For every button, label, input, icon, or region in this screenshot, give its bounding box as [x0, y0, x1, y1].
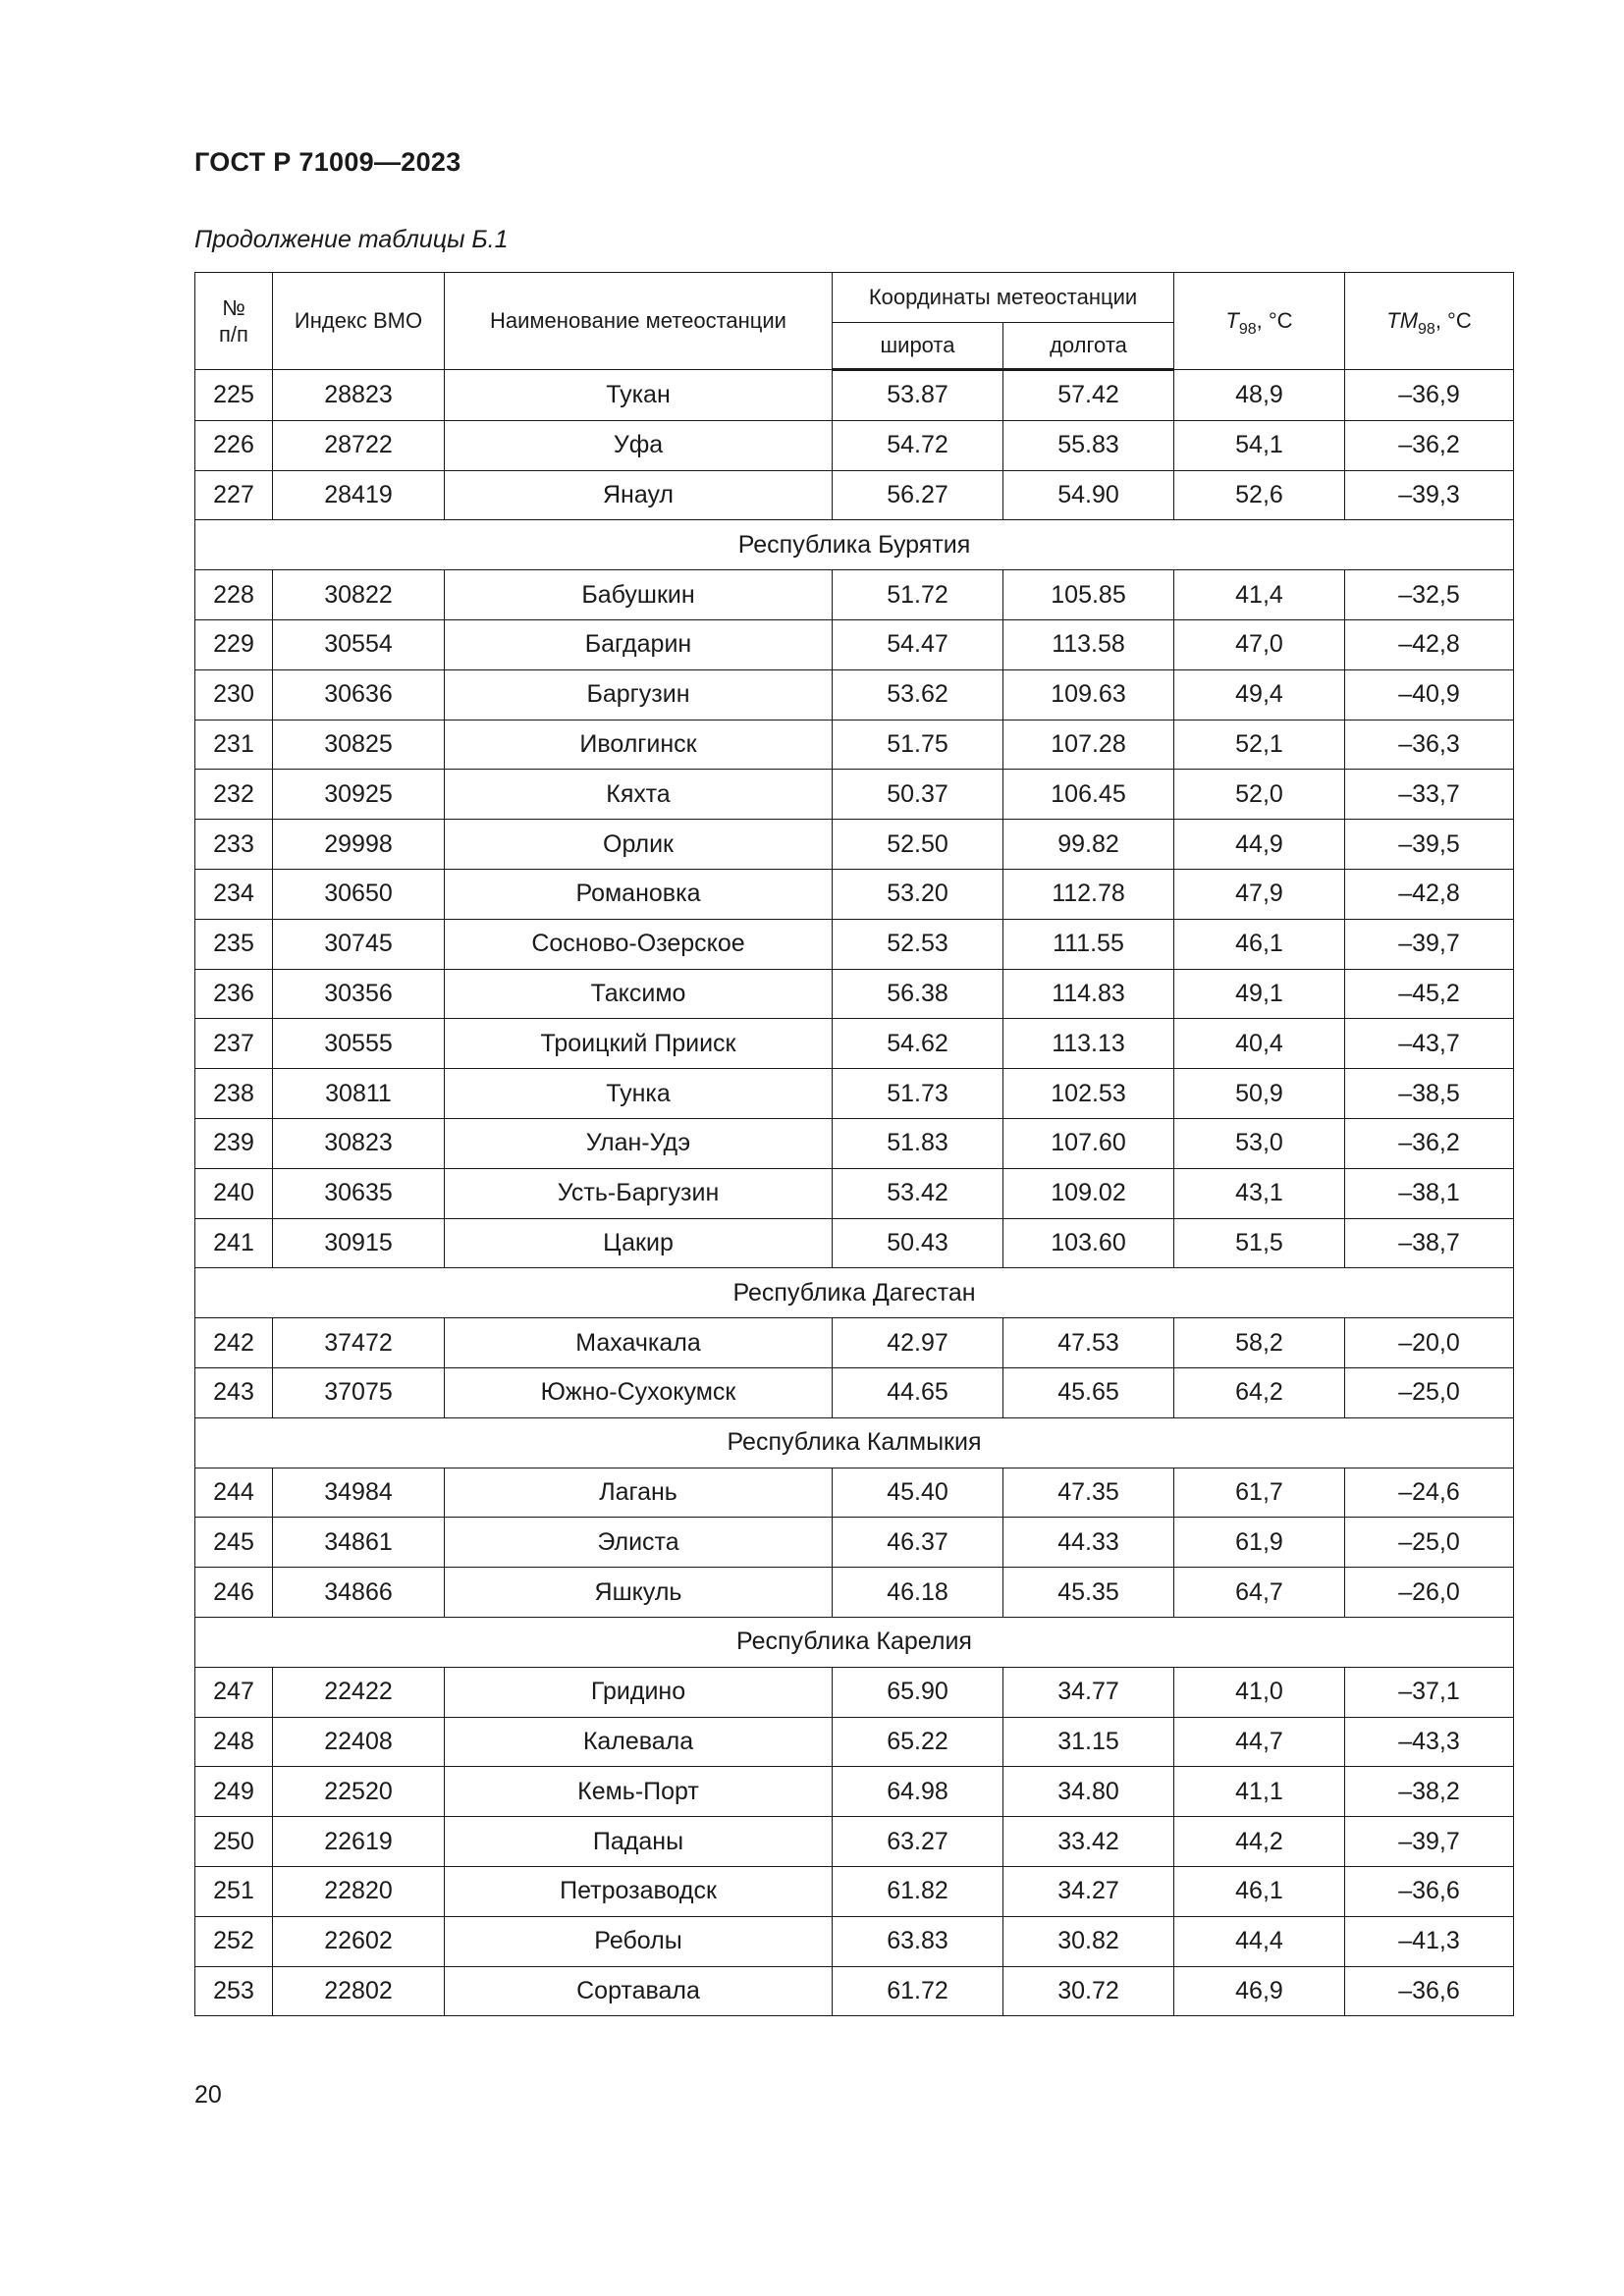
cell-lon: 103.60: [1003, 1218, 1174, 1268]
table-row: [195, 1318, 1514, 1368]
cell-t98: 64,2: [1174, 1367, 1345, 1417]
cell-tm98: –20,0: [1345, 1318, 1514, 1368]
cell-lon: 107.28: [1003, 720, 1174, 770]
cell-lon: 99.82: [1003, 820, 1174, 870]
table-row: [195, 720, 1514, 770]
cell-lon: 45.65: [1003, 1367, 1174, 1417]
cell-tm98: –36,9: [1345, 370, 1514, 421]
cell-t98: 47,9: [1174, 869, 1345, 919]
cell-name: Элиста: [445, 1518, 833, 1568]
table-row: [195, 470, 1514, 520]
cell-lon: 34.27: [1003, 1866, 1174, 1916]
cell-lat: 53.42: [833, 1168, 1003, 1218]
cell-lon: 106.45: [1003, 770, 1174, 820]
cell-wmo: 34861: [273, 1518, 445, 1568]
cell-name: Орлик: [445, 820, 833, 870]
region-row: [195, 520, 1514, 570]
cell-wmo: 30915: [273, 1218, 445, 1268]
cell-wmo: 34866: [273, 1568, 445, 1618]
table-row: [195, 1069, 1514, 1119]
cell-tm98: –25,0: [1345, 1367, 1514, 1417]
cell-name: Яшкуль: [445, 1568, 833, 1618]
cell-tm98: –25,0: [1345, 1518, 1514, 1568]
cell-name: Сортавала: [445, 1966, 833, 2016]
table-row: [195, 1568, 1514, 1618]
cell-lat: 52.50: [833, 820, 1003, 870]
cell-tm98: –39,7: [1345, 1817, 1514, 1867]
cell-lat: 63.83: [833, 1916, 1003, 1966]
cell-t98: 44,7: [1174, 1717, 1345, 1767]
cell-lat: 56.27: [833, 470, 1003, 520]
cell-lon: 45.35: [1003, 1568, 1174, 1618]
cell-t98: 52,1: [1174, 720, 1345, 770]
header-t98-unit: , °С: [1256, 308, 1293, 334]
cell-name: Тукан: [445, 370, 833, 421]
cell-wmo: 34984: [273, 1468, 445, 1518]
cell-wmo: 37075: [273, 1367, 445, 1417]
cell-num: 229: [195, 619, 273, 669]
cell-lat: 44.65: [833, 1367, 1003, 1417]
stations-table: [194, 272, 1514, 2016]
cell-num: 237: [195, 1019, 273, 1069]
cell-name: Реболы: [445, 1916, 833, 1966]
cell-lat: 53.87: [833, 370, 1003, 421]
cell-wmo: 30925: [273, 770, 445, 820]
cell-lat: 46.37: [833, 1518, 1003, 1568]
cell-tm98: –36,2: [1345, 420, 1514, 470]
cell-name: Кяхта: [445, 770, 833, 820]
cell-t98: 53,0: [1174, 1118, 1345, 1168]
cell-lat: 51.72: [833, 570, 1003, 620]
cell-lon: 55.83: [1003, 420, 1174, 470]
region-name: Республика Карелия: [195, 1617, 1514, 1667]
region-name: Республика Дагестан: [195, 1268, 1514, 1318]
cell-wmo: 28419: [273, 470, 445, 520]
cell-lon: 107.60: [1003, 1118, 1174, 1168]
table-row: [195, 1518, 1514, 1568]
table-row: [195, 420, 1514, 470]
cell-wmo: 30635: [273, 1168, 445, 1218]
cell-lon: 47.35: [1003, 1468, 1174, 1518]
table-row: [195, 1118, 1514, 1168]
cell-lat: 53.62: [833, 669, 1003, 720]
cell-lat: 53.20: [833, 869, 1003, 919]
cell-num: 251: [195, 1866, 273, 1916]
cell-tm98: –45,2: [1345, 969, 1514, 1019]
cell-wmo: 30636: [273, 669, 445, 720]
header-t98-symbol: T: [1225, 308, 1239, 334]
cell-wmo: 30650: [273, 869, 445, 919]
cell-t98: 52,0: [1174, 770, 1345, 820]
cell-num: 238: [195, 1069, 273, 1119]
header-num: [195, 273, 273, 370]
cell-name: Южно-Сухокумск: [445, 1367, 833, 1417]
cell-wmo: 22408: [273, 1717, 445, 1767]
cell-t98: 40,4: [1174, 1019, 1345, 1069]
cell-name: Бабушкин: [445, 570, 833, 620]
header-t98: [1174, 273, 1345, 370]
cell-name: Гридино: [445, 1667, 833, 1717]
cell-tm98: –38,7: [1345, 1218, 1514, 1268]
header-lon: долгота: [1003, 323, 1174, 370]
cell-lat: 54.62: [833, 1019, 1003, 1069]
table-caption: Продолжение таблицы Б.1: [194, 226, 509, 253]
cell-t98: 64,7: [1174, 1568, 1345, 1618]
cell-num: 240: [195, 1168, 273, 1218]
cell-tm98: –38,2: [1345, 1767, 1514, 1817]
cell-lat: 50.37: [833, 770, 1003, 820]
cell-name: Иволгинск: [445, 720, 833, 770]
cell-wmo: 28823: [273, 370, 445, 421]
cell-lat: 56.38: [833, 969, 1003, 1019]
cell-lon: 30.72: [1003, 1966, 1174, 2016]
cell-name: Романовка: [445, 869, 833, 919]
region-row: [195, 1617, 1514, 1667]
cell-tm98: –43,3: [1345, 1717, 1514, 1767]
cell-name: Махачкала: [445, 1318, 833, 1368]
cell-t98: 54,1: [1174, 420, 1345, 470]
cell-tm98: –36,6: [1345, 1866, 1514, 1916]
table-row: [195, 770, 1514, 820]
cell-lat: 45.40: [833, 1468, 1003, 1518]
cell-num: 227: [195, 470, 273, 520]
table-row: [195, 1218, 1514, 1268]
cell-lat: 61.82: [833, 1866, 1003, 1916]
header-wmo: Индекс ВМО: [273, 273, 445, 370]
region-row: [195, 1417, 1514, 1468]
table-row: [195, 869, 1514, 919]
cell-num: 225: [195, 370, 273, 421]
cell-num: 230: [195, 669, 273, 720]
cell-tm98: –38,1: [1345, 1168, 1514, 1218]
cell-wmo: 30554: [273, 619, 445, 669]
cell-lon: 109.63: [1003, 669, 1174, 720]
cell-tm98: –36,2: [1345, 1118, 1514, 1168]
cell-t98: 46,1: [1174, 1866, 1345, 1916]
header-tm98-symbol: TM: [1386, 308, 1419, 334]
header-num-label: № п/п: [219, 294, 248, 347]
cell-lon: 47.53: [1003, 1318, 1174, 1368]
cell-lon: 102.53: [1003, 1069, 1174, 1119]
header-tm98-subscript: 98: [1418, 321, 1435, 339]
cell-num: 253: [195, 1966, 273, 2016]
cell-tm98: –39,5: [1345, 820, 1514, 870]
cell-lat: 42.97: [833, 1318, 1003, 1368]
cell-name: Багдарин: [445, 619, 833, 669]
cell-t98: 50,9: [1174, 1069, 1345, 1119]
table-row: [195, 1168, 1514, 1218]
cell-t98: 52,6: [1174, 470, 1345, 520]
table-row: [195, 1667, 1514, 1717]
cell-lon: 30.82: [1003, 1916, 1174, 1966]
cell-lat: 65.22: [833, 1717, 1003, 1767]
cell-name: Калевала: [445, 1717, 833, 1767]
table-row: [195, 1817, 1514, 1867]
cell-lat: 51.83: [833, 1118, 1003, 1168]
cell-lon: 34.77: [1003, 1667, 1174, 1717]
cell-t98: 43,1: [1174, 1168, 1345, 1218]
cell-t98: 48,9: [1174, 370, 1345, 421]
document-code: ГОСТ Р 71009—2023: [194, 147, 461, 177]
cell-t98: 44,4: [1174, 1916, 1345, 1966]
header-lat: широта: [833, 323, 1003, 370]
cell-num: 239: [195, 1118, 273, 1168]
table-row: [195, 820, 1514, 870]
table-row: [195, 1866, 1514, 1916]
cell-num: 246: [195, 1568, 273, 1618]
cell-num: 245: [195, 1518, 273, 1568]
cell-lat: 64.98: [833, 1767, 1003, 1817]
cell-wmo: 30356: [273, 969, 445, 1019]
cell-t98: 41,0: [1174, 1667, 1345, 1717]
cell-tm98: –24,6: [1345, 1468, 1514, 1518]
table-row: [195, 1966, 1514, 2016]
cell-t98: 44,2: [1174, 1817, 1345, 1867]
cell-t98: 58,2: [1174, 1318, 1345, 1368]
cell-lon: 109.02: [1003, 1168, 1174, 1218]
cell-lon: 33.42: [1003, 1817, 1174, 1867]
cell-lon: 57.42: [1003, 370, 1174, 421]
cell-num: 252: [195, 1916, 273, 1966]
cell-num: 228: [195, 570, 273, 620]
cell-name: Троицкий Прииск: [445, 1019, 833, 1069]
cell-num: 226: [195, 420, 273, 470]
cell-name: Сосново-Озерское: [445, 919, 833, 969]
cell-lon: 31.15: [1003, 1717, 1174, 1767]
table-body: [195, 370, 1514, 2016]
cell-num: 247: [195, 1667, 273, 1717]
cell-num: 242: [195, 1318, 273, 1368]
cell-num: 236: [195, 969, 273, 1019]
cell-lon: 114.83: [1003, 969, 1174, 1019]
cell-lat: 54.47: [833, 619, 1003, 669]
cell-tm98: –32,5: [1345, 570, 1514, 620]
cell-lon: 113.13: [1003, 1019, 1174, 1069]
cell-tm98: –41,3: [1345, 1916, 1514, 1966]
cell-t98: 51,5: [1174, 1218, 1345, 1268]
cell-tm98: –39,3: [1345, 470, 1514, 520]
table-row: [195, 1468, 1514, 1518]
header-name: Наименование метеостанции: [445, 273, 833, 370]
cell-wmo: 22422: [273, 1667, 445, 1717]
cell-tm98: –37,1: [1345, 1667, 1514, 1717]
cell-t98: 41,1: [1174, 1767, 1345, 1817]
table-row: [195, 570, 1514, 620]
header-tm98: [1345, 273, 1514, 370]
cell-num: 249: [195, 1767, 273, 1817]
cell-t98: 61,9: [1174, 1518, 1345, 1568]
cell-lon: 111.55: [1003, 919, 1174, 969]
region-name: Республика Бурятия: [195, 520, 1514, 570]
cell-lat: 65.90: [833, 1667, 1003, 1717]
cell-t98: 47,0: [1174, 619, 1345, 669]
cell-wmo: 22602: [273, 1916, 445, 1966]
cell-name: Уфа: [445, 420, 833, 470]
cell-tm98: –36,6: [1345, 1966, 1514, 2016]
header-t98-subscript: 98: [1238, 321, 1257, 339]
cell-wmo: 37472: [273, 1318, 445, 1368]
cell-lat: 50.43: [833, 1218, 1003, 1268]
cell-t98: 61,7: [1174, 1468, 1345, 1518]
cell-lon: 54.90: [1003, 470, 1174, 520]
cell-tm98: –36,3: [1345, 720, 1514, 770]
cell-lat: 51.73: [833, 1069, 1003, 1119]
cell-t98: 41,4: [1174, 570, 1345, 620]
cell-tm98: –42,8: [1345, 869, 1514, 919]
cell-num: 235: [195, 919, 273, 969]
cell-num: 234: [195, 869, 273, 919]
cell-num: 231: [195, 720, 273, 770]
cell-tm98: –42,8: [1345, 619, 1514, 669]
cell-num: 233: [195, 820, 273, 870]
header-tm98-unit: , °С: [1435, 308, 1472, 334]
cell-wmo: 30745: [273, 919, 445, 969]
cell-name: Петрозаводск: [445, 1866, 833, 1916]
cell-lat: 63.27: [833, 1817, 1003, 1867]
cell-lon: 105.85: [1003, 570, 1174, 620]
header-coords: Координаты метеостанции: [833, 273, 1174, 323]
cell-lat: 54.72: [833, 420, 1003, 470]
cell-wmo: 30811: [273, 1069, 445, 1119]
cell-wmo: 30555: [273, 1019, 445, 1069]
table-row: [195, 1767, 1514, 1817]
cell-name: Паданы: [445, 1817, 833, 1867]
cell-tm98: –39,7: [1345, 919, 1514, 969]
cell-wmo: 22802: [273, 1966, 445, 2016]
cell-lon: 44.33: [1003, 1518, 1174, 1568]
cell-lat: 46.18: [833, 1568, 1003, 1618]
cell-t98: 46,9: [1174, 1966, 1345, 2016]
table-row: [195, 1717, 1514, 1767]
cell-name: Янаул: [445, 470, 833, 520]
cell-wmo: 29998: [273, 820, 445, 870]
table-row: [195, 669, 1514, 720]
cell-lon: 112.78: [1003, 869, 1174, 919]
cell-wmo: 22820: [273, 1866, 445, 1916]
cell-t98: 46,1: [1174, 919, 1345, 969]
cell-name: Усть-Баргузин: [445, 1168, 833, 1218]
cell-name: Кемь-Порт: [445, 1767, 833, 1817]
cell-name: Цакир: [445, 1218, 833, 1268]
cell-t98: 49,1: [1174, 969, 1345, 1019]
cell-wmo: 30822: [273, 570, 445, 620]
cell-lat: 52.53: [833, 919, 1003, 969]
table-row: [195, 969, 1514, 1019]
table-row: [195, 1916, 1514, 1966]
cell-tm98: –40,9: [1345, 669, 1514, 720]
cell-wmo: 28722: [273, 420, 445, 470]
cell-num: 248: [195, 1717, 273, 1767]
cell-num: 232: [195, 770, 273, 820]
cell-tm98: –43,7: [1345, 1019, 1514, 1069]
region-row: [195, 1268, 1514, 1318]
region-name: Республика Калмыкия: [195, 1417, 1514, 1468]
cell-lon: 34.80: [1003, 1767, 1174, 1817]
cell-num: 250: [195, 1817, 273, 1867]
table-row: [195, 619, 1514, 669]
cell-tm98: –26,0: [1345, 1568, 1514, 1618]
table-row: [195, 1367, 1514, 1417]
cell-num: 243: [195, 1367, 273, 1417]
cell-lon: 113.58: [1003, 619, 1174, 669]
cell-num: 241: [195, 1218, 273, 1268]
table-row: [195, 919, 1514, 969]
cell-lat: 61.72: [833, 1966, 1003, 2016]
cell-name: Улан-Удэ: [445, 1118, 833, 1168]
cell-t98: 49,4: [1174, 669, 1345, 720]
cell-name: Баргузин: [445, 669, 833, 720]
cell-tm98: –38,5: [1345, 1069, 1514, 1119]
table-row: [195, 1019, 1514, 1069]
cell-num: 244: [195, 1468, 273, 1518]
page-number: 20: [194, 2081, 222, 2109]
cell-lat: 51.75: [833, 720, 1003, 770]
cell-wmo: 30825: [273, 720, 445, 770]
cell-name: Тунка: [445, 1069, 833, 1119]
cell-wmo: 22619: [273, 1817, 445, 1867]
table-row: [195, 370, 1514, 421]
cell-name: Лагань: [445, 1468, 833, 1518]
cell-name: Таксимо: [445, 969, 833, 1019]
cell-t98: 44,9: [1174, 820, 1345, 870]
cell-wmo: 22520: [273, 1767, 445, 1817]
cell-wmo: 30823: [273, 1118, 445, 1168]
cell-tm98: –33,7: [1345, 770, 1514, 820]
